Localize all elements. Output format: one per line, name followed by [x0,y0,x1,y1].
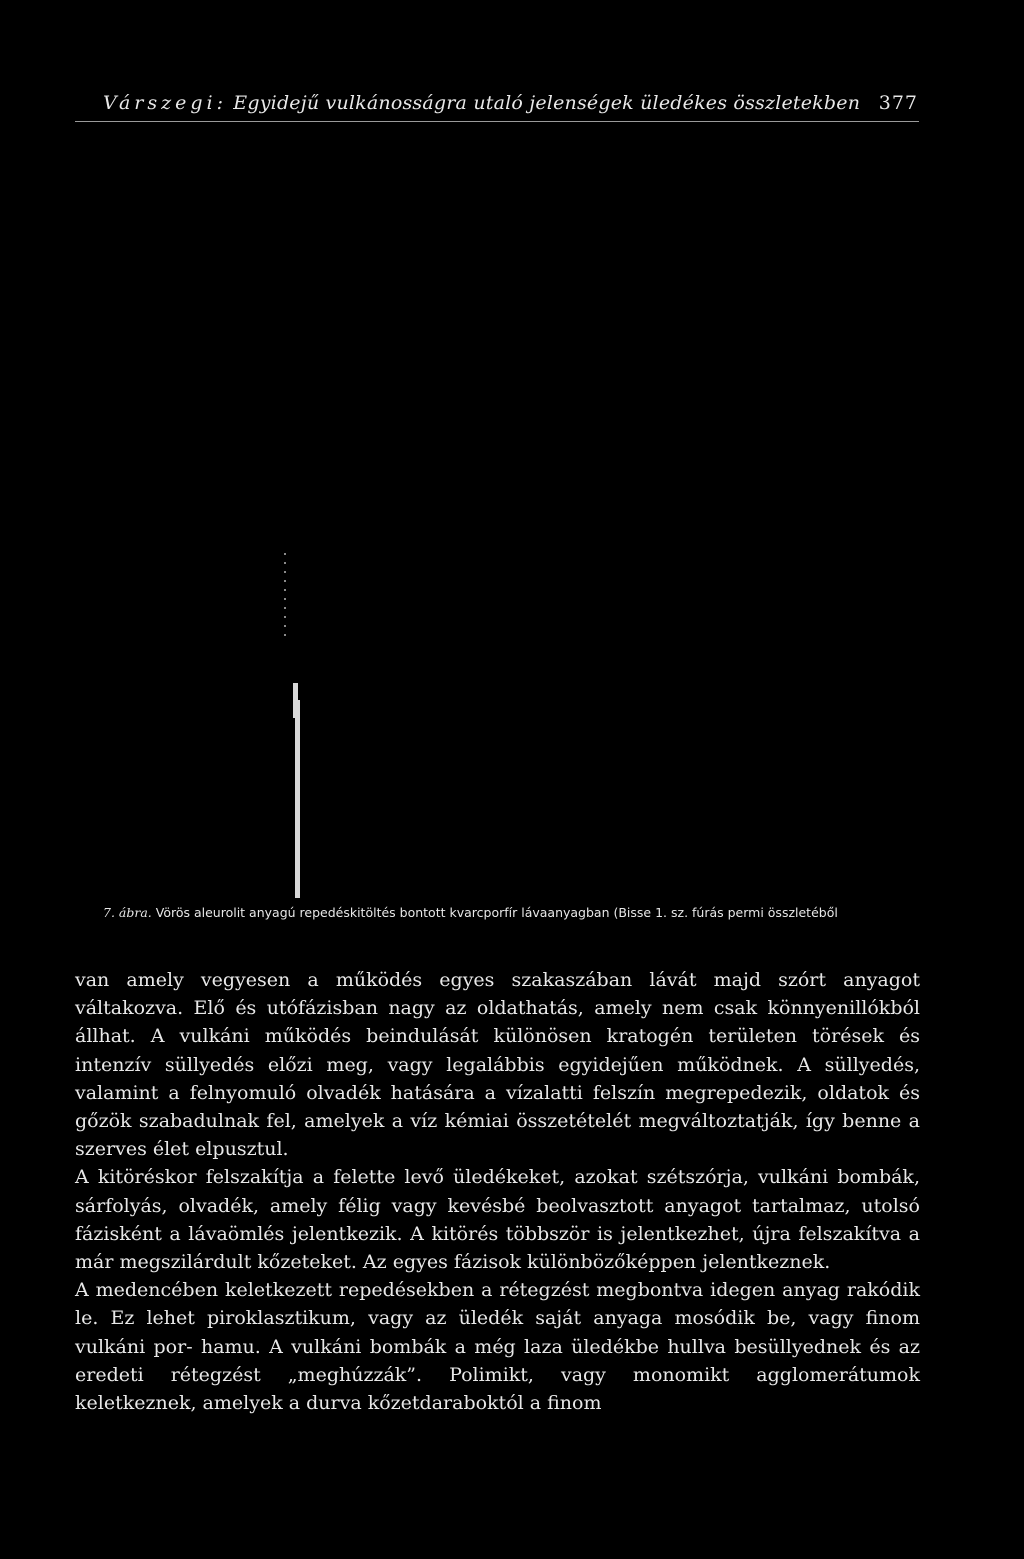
paragraph-3: A medencében keletkezett repedésekben a rétegzést megbontva idegen anyag rakódik le. Ez lehet piroklasztikum, vagy az üledék saját anyaga mosódik be, vagy finom vulkáni por- hamu. A vulkáni bombák a még laza üledékbe hullva besüllyednek és az eredeti rétegzést „meghúzzák”. Polimikt, vagy monomikt agglomerátumok keletkeznek, amelyek a durva kőzetdaraboktól a finom [75,1279,920,1415]
figure-photo [75,130,949,900]
figure-caption-text: Vörös aleurolit anyagú repedéskitöltés bontott kvarcporfír lávaanyagban (Bisse 1. sz. fúrás permi összletéből [155,905,838,920]
paragraph-1: van amely vegyesen a működés egyes szakaszában lávát majd szórt anyagot váltakozva. Elő és utófázisban nagy az oldathatás, amely nem csak könnyenillókból állhat. A vulkáni működés beindulását különösen kratogén területen törések és intenzív süllyedés előzi meg, vagy legalábbis egyidejűen működnek. A süllyedés, valamint a felnyomuló olvadék hatására a vízalatti felszín megrepedezik, oldatok és gőzök szabadulnak fel, amelyek a víz kémiai összetételét megváltoztatják, így benne a szerves élet elpusztul. [75,969,920,1161]
header-title: Egyidejű vulkánosságra utaló jelenségek üledékes összletekben [233,92,861,114]
figure-vein [295,700,300,898]
header-author: Várszegi: [103,92,228,114]
figure-speckle [284,553,286,643]
paragraph-2: A kitöréskor felszakítja a felette levő üledékeket, azokat szétszórja, vulkáni bombák, sárfolyás, olvadék, amely félig vagy kevésbé beolvasztott anyagot tartalmaz, utolsó fázisként a lávaömlés jelentkezik. A kitörés többször is jelentkezhet, újra felszakítva a már megszilárdult kőzeteket. Az egyes fázisok különbözőképpen jelentkeznek. [75,1166,920,1274]
running-head [103,92,918,120]
body-text [75,966,920,1417]
figure-caption [103,905,838,920]
page-number: 377 [878,92,918,114]
header-rule [75,121,919,122]
figure-label: 7. ábra. [103,905,152,920]
